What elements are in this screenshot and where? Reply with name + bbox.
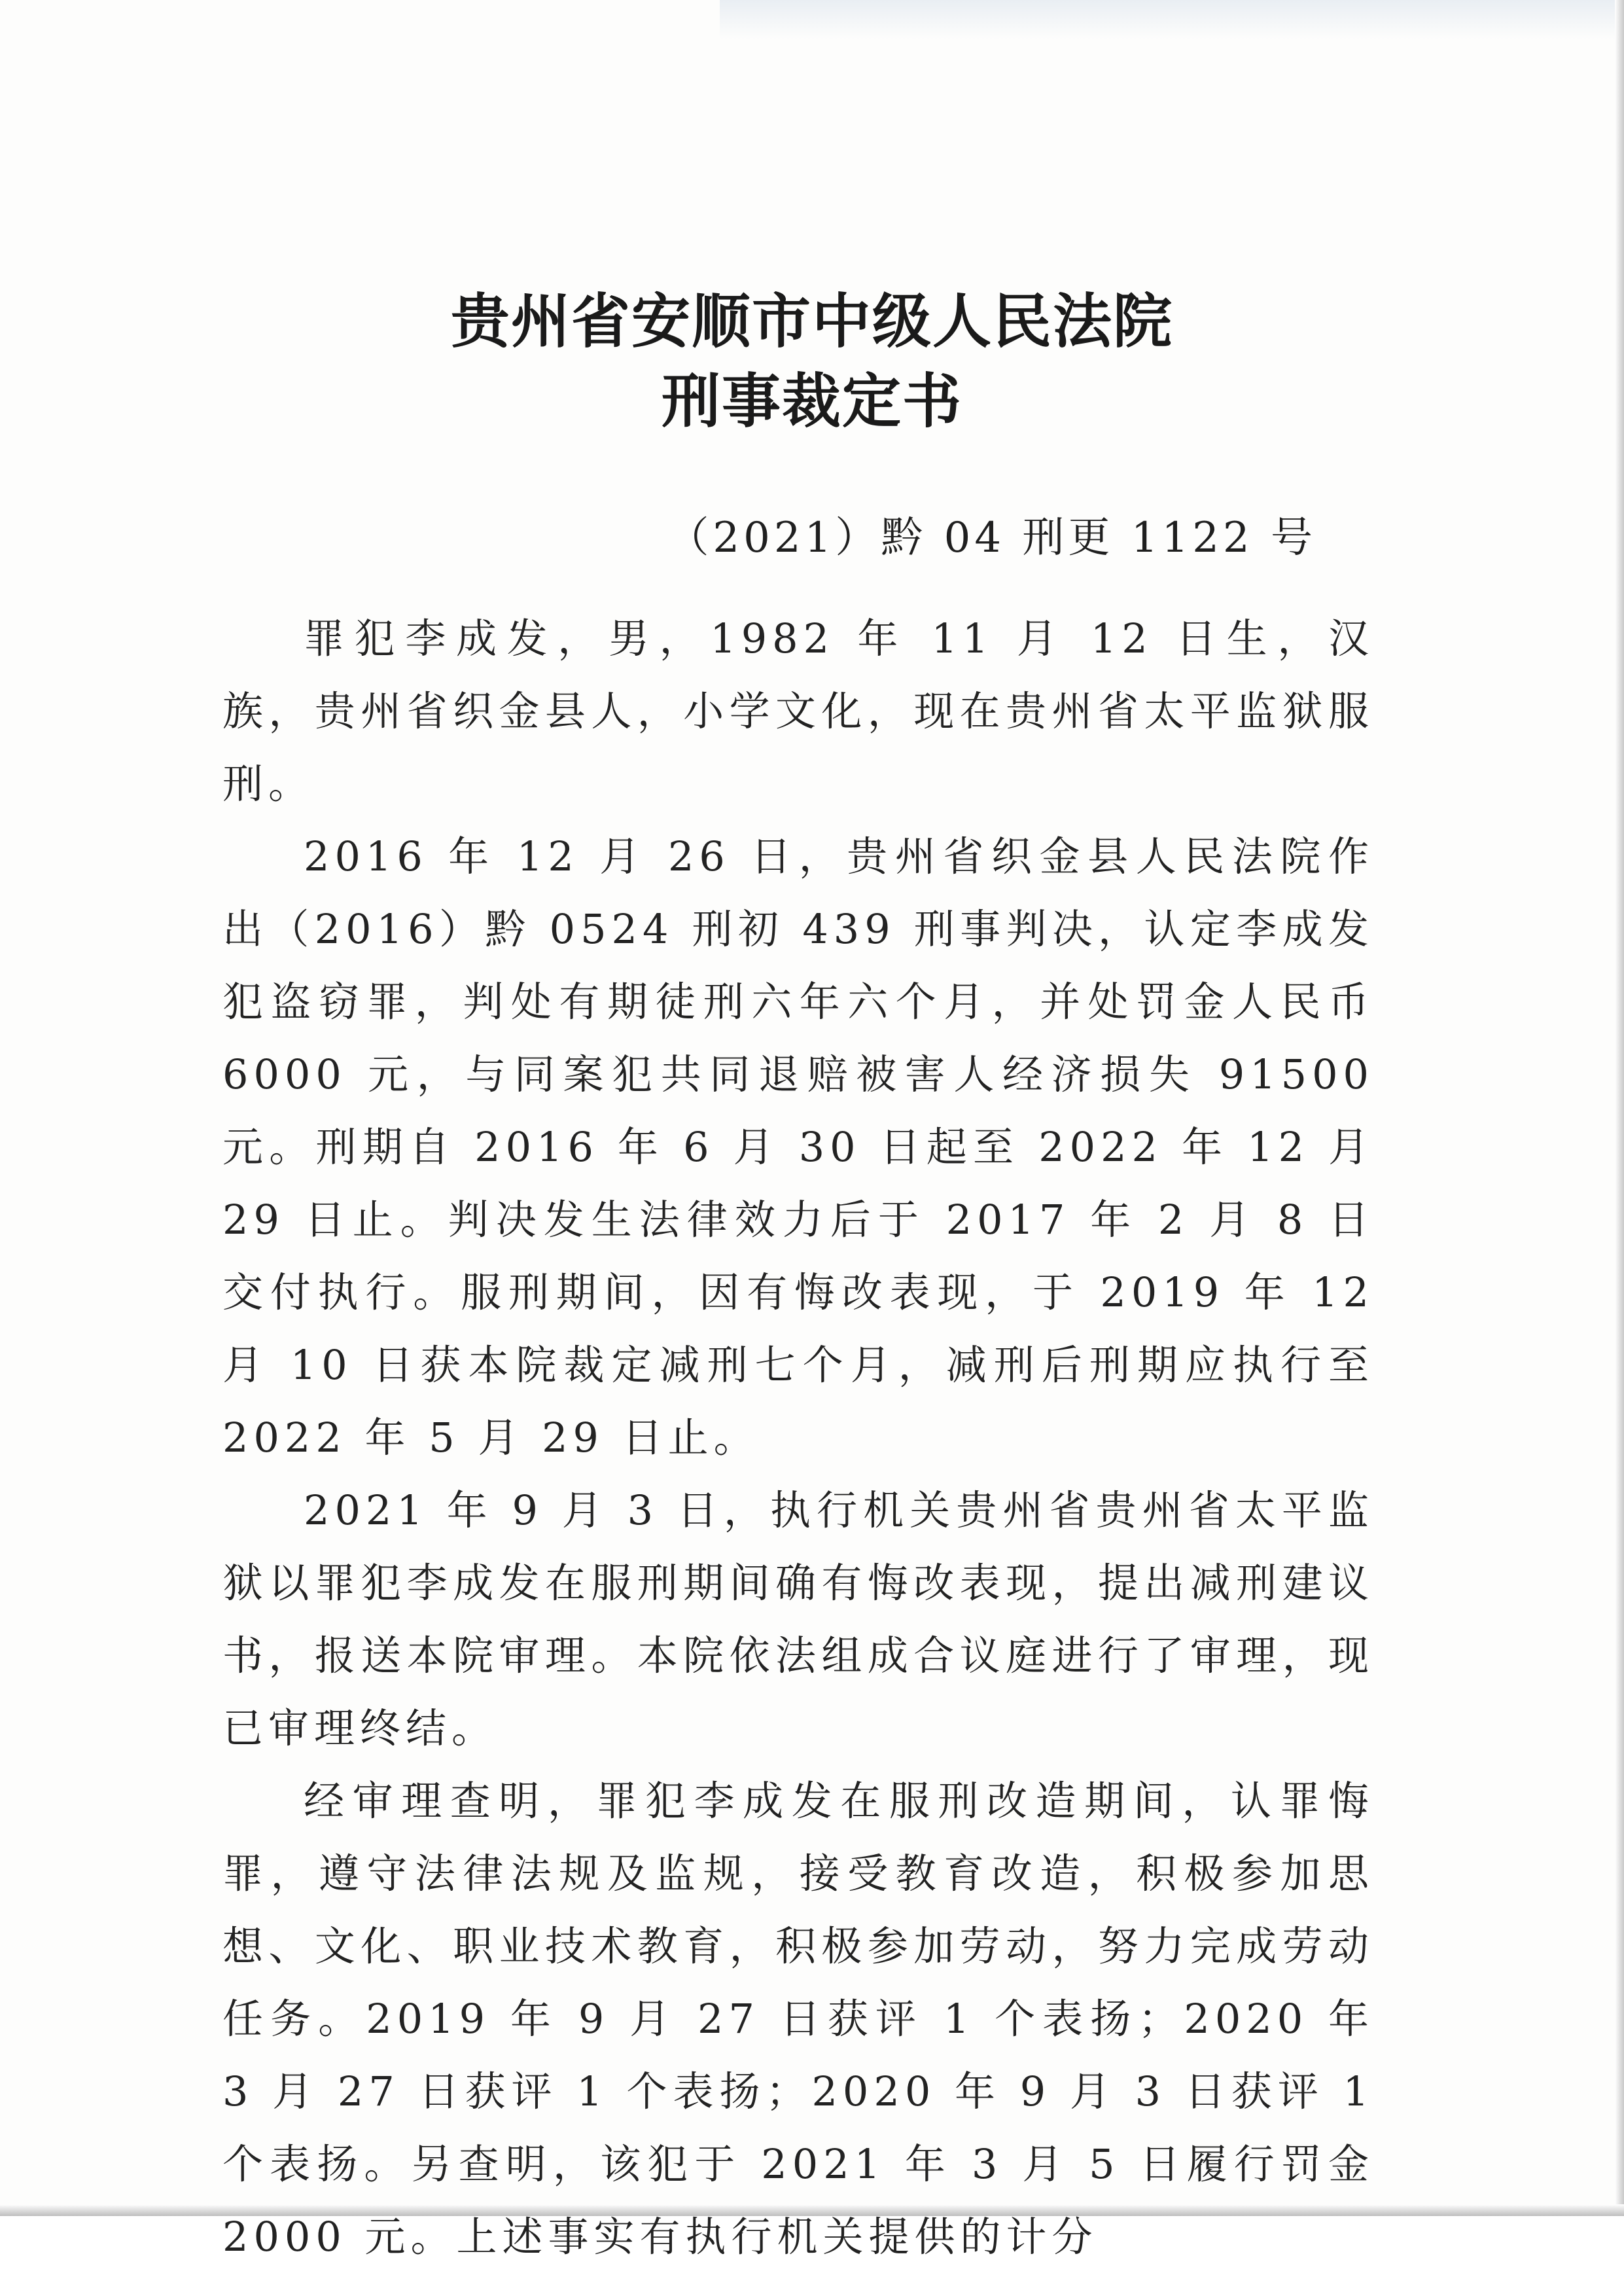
paragraph-commutation-proposal: 2021 年 9 月 3 日，执行机关贵州省贵州省太平监狱以罪犯李成发在服刑期间确有悔改表现，提出减刑建议书，报送本院审理。本院依法组成合议庭进行了审理，现已审理终结。 [222,1486,1374,1752]
court-name: 贵州省安顺市中级人民法院 [451,287,1173,356]
scan-shadow-top [720,0,1624,39]
document-header [0,281,1624,441]
document-type: 刑事裁定书 [662,367,962,436]
case-number: （2021）黔 04 刑更 1122 号 [667,514,1316,562]
paragraph-findings: 经审理查明，罪犯李成发在服刑改造期间，认罪悔罪，遵守法律法规及监规，接受教育改造，积极参加思想、文化、职业技术教育，积极参加劳动，努力完成劳动任务。2019 年 9 月 27 日获评 1 个表扬；2020 年 3 月 27 日获评 1 个表扬；2020 年 9 月 3 日获评 1 个表扬。另查明，该犯于 2021 年 3 月 5 日履行罚金 2000 元。上述事实有执行机关提供的计分 [222,1777,1374,2261]
document-body [222,602,1374,2273]
paragraph-defendant-info: 罪犯李成发，男，1982 年 11 月 12 日生，汉族，贵州省织金县人，小学文化，现在贵州省太平监狱服刑。 [222,615,1374,808]
paragraph-original-judgment: 2016 年 12 月 26 日，贵州省织金县人民法院作出（2016）黔 0524 刑初 439 刑事判决，认定李成发犯盗窃罪，判处有期徒刑六年六个月，并处罚金人民币 6000 元，与同案犯共同退赔被害人经济损失 91500 元。刑期自 2016 年 6 月 30 日起至 2022 年 12 月 29 日止。判决发生法律效力后于 2017 年 2 月 8 日交付执行。服刑期间，因有悔改表现，于 2019 年 12 月 10 日获本院裁定减刑七个月，减刑后刑期应执行至 2022 年 5 月 29 日止。 [222,832,1374,1461]
